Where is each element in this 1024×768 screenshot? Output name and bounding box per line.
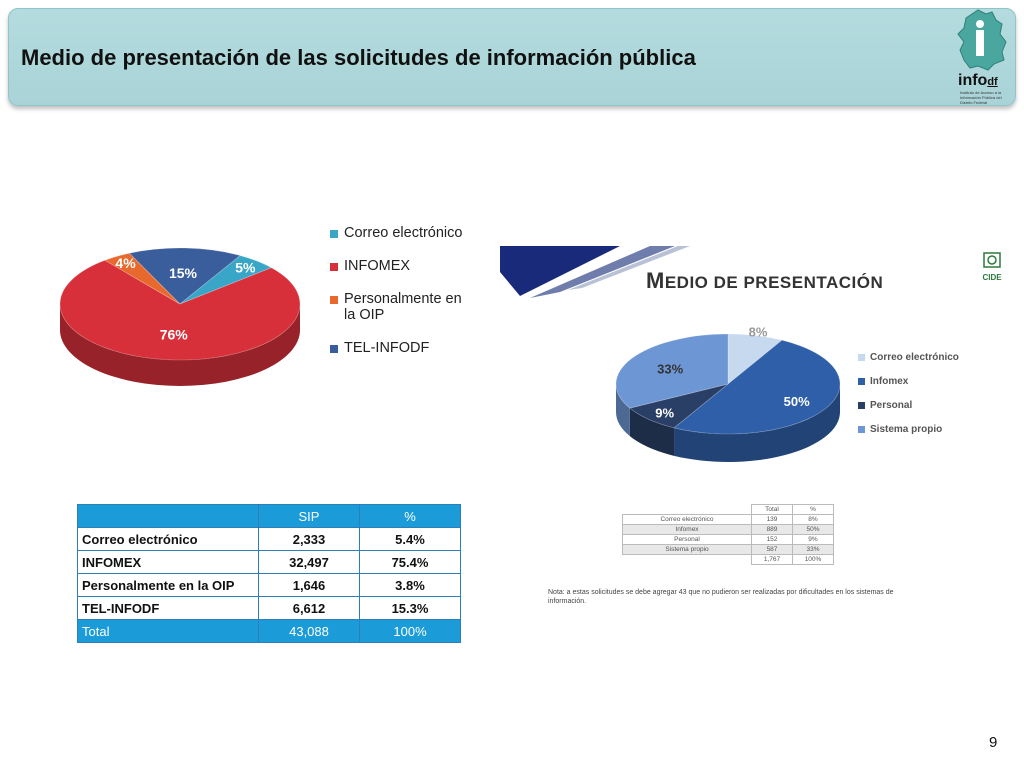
left-pie-chart bbox=[52, 236, 312, 406]
table-cell: 32,497 bbox=[259, 551, 360, 574]
legend-item-tel bbox=[330, 340, 474, 356]
legend-item-sistema bbox=[858, 424, 959, 435]
table-cell: 889 bbox=[752, 525, 793, 535]
legend-item-personal bbox=[330, 291, 474, 323]
pie-data-label-0: 5% bbox=[235, 259, 256, 276]
table-cell: INFOMEX bbox=[78, 551, 259, 574]
legend-label: Infomex bbox=[870, 376, 909, 387]
table-cell: 100% bbox=[793, 555, 834, 565]
table-cell: 587 bbox=[752, 545, 793, 555]
table-cell bbox=[623, 555, 752, 565]
legend-label: Correo electrónico bbox=[344, 225, 463, 241]
table-cell: 100% bbox=[360, 620, 461, 643]
table-row bbox=[78, 574, 461, 597]
table-cell: Total bbox=[78, 620, 259, 643]
table-cell: 2,333 bbox=[259, 528, 360, 551]
legend-swatch bbox=[858, 426, 865, 433]
table-row bbox=[623, 545, 834, 555]
table-header-cell: SIP bbox=[259, 505, 360, 528]
legend-swatch bbox=[330, 296, 338, 304]
table-row bbox=[623, 535, 834, 545]
table-cell: 9% bbox=[793, 535, 834, 545]
legend-item-infomex bbox=[330, 258, 474, 274]
legend-swatch bbox=[858, 378, 865, 385]
left-pie-legend bbox=[330, 225, 474, 373]
pie-data-label-1: 50% bbox=[783, 393, 810, 409]
table-row bbox=[78, 528, 461, 551]
legend-item-correo bbox=[858, 352, 959, 363]
table-cell: 75.4% bbox=[360, 551, 461, 574]
pie-data-label-1: 76% bbox=[159, 326, 188, 343]
cide-logo bbox=[980, 252, 1004, 282]
legend-label: TEL-INFODF bbox=[344, 340, 430, 356]
table-header-row bbox=[623, 505, 834, 515]
table-cell: 15.3% bbox=[360, 597, 461, 620]
table-header-cell: % bbox=[793, 505, 834, 515]
legend-label: Personalmente en la OIP bbox=[344, 291, 462, 323]
legend-label: Personal bbox=[870, 400, 913, 411]
legend-label: Sistema propio bbox=[870, 424, 943, 435]
right-pie-chart bbox=[610, 326, 850, 476]
table-header-cell: Total bbox=[752, 505, 793, 515]
cide-icon bbox=[983, 252, 1001, 268]
logo-subtitle: Instituto de Acceso a la Información Pública del Distrito Federal bbox=[960, 90, 1002, 105]
table-total-row bbox=[78, 620, 461, 643]
table-header-cell bbox=[78, 505, 259, 528]
page-title: Medio de presentación de las solicitudes de información pública bbox=[21, 45, 696, 70]
pie-data-label-3: 33% bbox=[657, 361, 684, 377]
table-cell: 50% bbox=[793, 525, 834, 535]
legend-label: INFOMEX bbox=[344, 258, 411, 274]
table-cell: Infomex bbox=[623, 525, 752, 535]
table-row bbox=[623, 525, 834, 535]
table-cell: 8% bbox=[793, 515, 834, 525]
legend-item-personal bbox=[858, 400, 959, 411]
page-number: 9 bbox=[989, 734, 998, 751]
legend-swatch bbox=[858, 402, 865, 409]
pie-data-label-2: 9% bbox=[655, 405, 675, 421]
legend-item-correo bbox=[330, 225, 474, 241]
legend-swatch bbox=[330, 230, 338, 238]
table-header-row bbox=[78, 505, 461, 528]
table-row bbox=[78, 597, 461, 620]
table-cell: 3.8% bbox=[360, 574, 461, 597]
table-cell: 6,612 bbox=[259, 597, 360, 620]
table-cell: 1,646 bbox=[259, 574, 360, 597]
legend-swatch bbox=[330, 263, 338, 271]
table-cell: TEL-INFODF bbox=[78, 597, 259, 620]
table-cell: 152 bbox=[752, 535, 793, 545]
table-cell: Correo electrónico bbox=[623, 515, 752, 525]
table-header-cell: % bbox=[360, 505, 461, 528]
table-cell: 33% bbox=[793, 545, 834, 555]
sip-table bbox=[77, 504, 461, 643]
table-cell: Personalmente en la OIP bbox=[78, 574, 259, 597]
legend-label: Correo electrónico bbox=[870, 352, 959, 363]
legend-swatch bbox=[330, 345, 338, 353]
legend-swatch bbox=[858, 354, 865, 361]
footnote: Nota: a estas solicitudes se debe agregar 43 que no pudieron ser realizadas por dificultades en los sistemas de información. bbox=[548, 589, 894, 605]
table-cell: 5.4% bbox=[360, 528, 461, 551]
pie-data-label-2: 4% bbox=[115, 255, 136, 272]
table-cell: 139 bbox=[752, 515, 793, 525]
table-row bbox=[623, 515, 834, 525]
logo-wordmark: infodf bbox=[958, 72, 998, 89]
infodf-logo bbox=[948, 4, 1014, 105]
table-header-cell bbox=[623, 505, 752, 515]
legend-item-infomex bbox=[858, 376, 959, 387]
table-cell: Correo electrónico bbox=[78, 528, 259, 551]
header-banner bbox=[8, 8, 1016, 106]
table-cell: 1,767 bbox=[752, 555, 793, 565]
table-total-row bbox=[623, 555, 834, 565]
pie-data-label-0: 8% bbox=[748, 326, 768, 340]
pie-data-label-3: 15% bbox=[168, 265, 197, 282]
table-cell: 43,088 bbox=[259, 620, 360, 643]
cide-label: CIDE bbox=[982, 273, 1002, 282]
right-pie-legend bbox=[858, 352, 959, 448]
table-cell: Personal bbox=[623, 535, 752, 545]
table-cell: Sistema propio bbox=[623, 545, 752, 555]
small-total-table bbox=[622, 504, 834, 565]
map-silhouette-icon bbox=[948, 4, 1014, 74]
table-row bbox=[78, 551, 461, 574]
right-chart-title: MEDIO DE PRESENTACIÓN bbox=[646, 268, 884, 293]
